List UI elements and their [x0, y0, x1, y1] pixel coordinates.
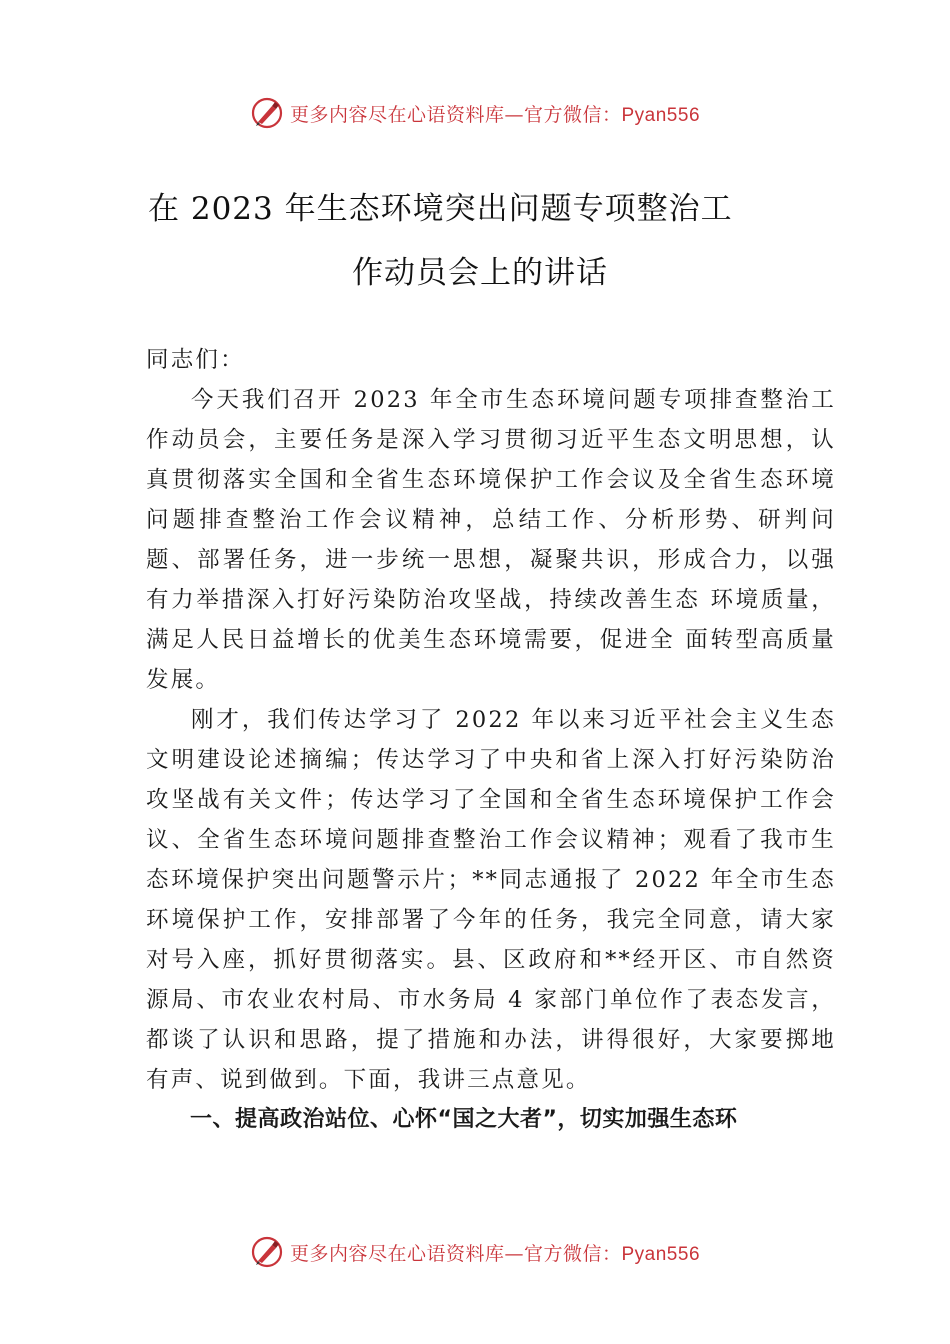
paragraph-2: 刚才，我们传达学习了 2022 年以来习近平社会主义生态文明建设论述摘编；传达学习了中央和省上深入打好污染防治攻坚战有关文件；传达学习了全国和全省生态环境保护工作会议、全省生态环境问题排查整治工作会议精神；观看了我市生态环境保护突出问题警示片；**同志通报了 2022 年全市生态环境保护工作，安排部署了今年的任务，我完全同意，请大家对号入座，抓好贯彻落实。县、区政府和**经开区、市自然资源局、市农业农村局、市水务局 4 家部门单位作了表态发言，都谈了认识和思路，提了措施和办法，讲得很好，大家要掷地有声、说到做到。下面，我讲三点意见。: [146, 707, 836, 1093]
watermark-text: 更多内容尽在心语资料库—官方微信：Pyan556: [289, 103, 701, 126]
document-title-line-2: 作动员会上的讲话: [352, 255, 608, 291]
pen-logo-icon: [250, 96, 284, 130]
watermark-text: 更多内容尽在心语资料库—官方微信：Pyan556: [289, 1242, 701, 1265]
watermark-banner-top: [0, 93, 950, 133]
wechat-id: Pyan556: [621, 1243, 701, 1265]
watermark-banner-bottom: [0, 1232, 950, 1272]
wechat-id: Pyan556: [621, 104, 701, 126]
document-title-line-1: 在 2023 年生态环境突出问题专项整治工: [148, 191, 733, 227]
document-body: [146, 340, 836, 1140]
paragraph-1: 今天我们召开 2023 年全市生态环境问题专项排查整治工作动员会，主要任务是深入学习贯彻习近平生态文明思想，认真贯彻落实全国和全省生态环境保护工作会议及全省生态环境问题排查整治工作会议精神，总结工作、分析形势、研判问题、部署任务，进一步统一思想，凝聚共识，形成合力，以强有力举措深入打好污染防治攻坚战，持续改善生态 环境质量，满足人民日益增长的优美生态环境需要，促进全 面转型高质量发展。: [146, 387, 836, 693]
greeting: 同志们：: [146, 347, 245, 373]
pen-logo-icon: [250, 1235, 284, 1269]
section-heading-1: 一、提高政治站位、心怀“国之大者”，切实加强生态环: [190, 1107, 738, 1132]
